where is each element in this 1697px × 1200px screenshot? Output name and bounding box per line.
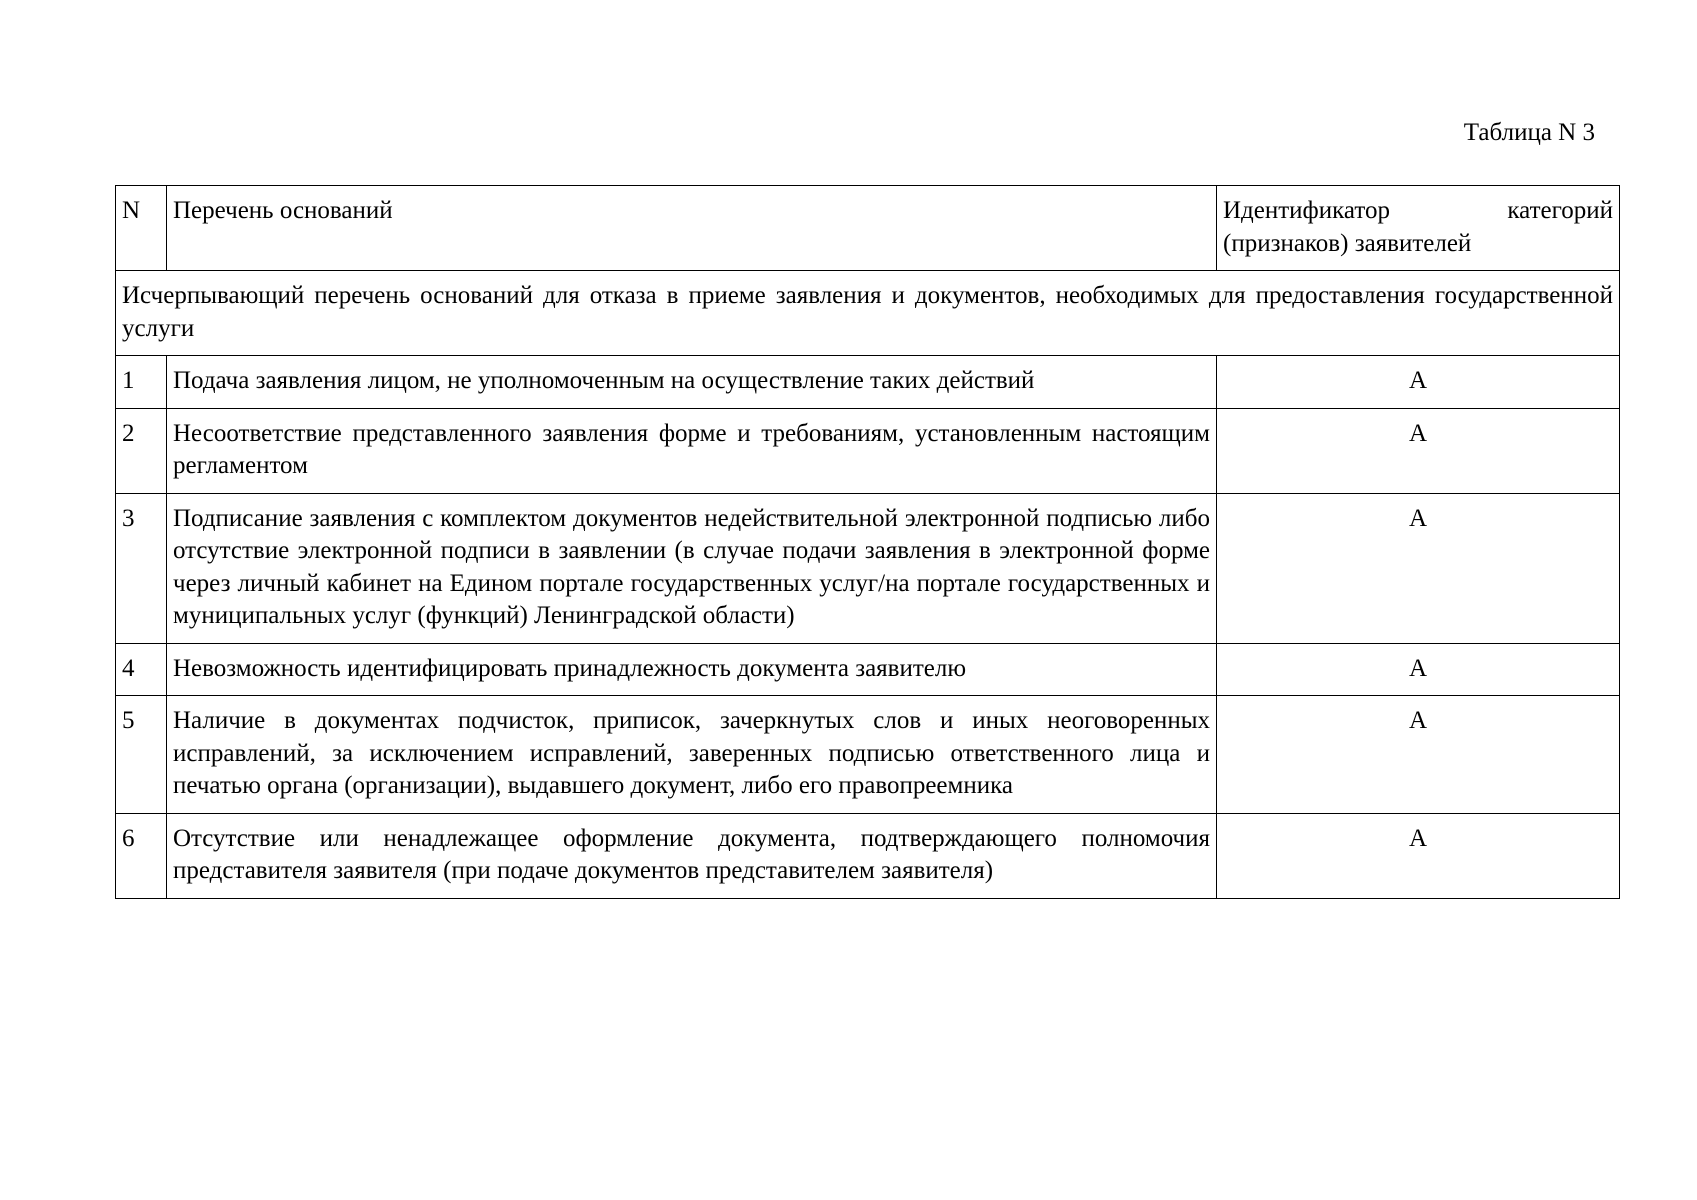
row-text: Невозможность идентифицировать принадлежность документа заявителю — [167, 643, 1217, 696]
header-grounds: Перечень оснований — [167, 186, 1217, 271]
row-number: 2 — [116, 408, 167, 493]
row-identifier: А — [1217, 408, 1620, 493]
row-identifier: А — [1217, 813, 1620, 898]
table-row — [116, 356, 1620, 409]
grounds-table — [115, 185, 1620, 899]
table-row — [116, 696, 1620, 814]
row-text: Несоответствие представленного заявления форме и требованиям, установленным настоящим регламентом — [167, 408, 1217, 493]
row-number: 5 — [116, 696, 167, 814]
row-text: Наличие в документах подчисток, приписок, зачеркнутых слов и иных неоговоренных исправлений, за исключением исправлений, заверенных подписью ответственного лица и печатью органа (организации), выдавшего документ, либо его правопреемника — [167, 696, 1217, 814]
row-number: 3 — [116, 493, 167, 643]
table-header-row — [116, 186, 1620, 271]
table-row — [116, 643, 1620, 696]
table-row — [116, 408, 1620, 493]
row-number: 4 — [116, 643, 167, 696]
table-row — [116, 813, 1620, 898]
header-identifier: Идентификатор категорий (признаков) заявителей — [1217, 186, 1620, 271]
row-text: Отсутствие или ненадлежащее оформление документа, подтверждающего полномочия представителя заявителя (при подаче документов представителем заявителя) — [167, 813, 1217, 898]
row-identifier: А — [1217, 493, 1620, 643]
row-identifier: А — [1217, 356, 1620, 409]
row-text: Подача заявления лицом, не уполномоченным на осуществление таких действий — [167, 356, 1217, 409]
table-caption: Таблица N 3 — [1463, 119, 1595, 146]
row-identifier: А — [1217, 643, 1620, 696]
table-row — [116, 493, 1620, 643]
row-identifier: А — [1217, 696, 1620, 814]
section-title: Исчерпывающий перечень оснований для отказа в приеме заявления и документов, необходимых для предоставления государственной услуги — [116, 271, 1620, 356]
header-number: N — [116, 186, 167, 271]
section-title-row — [116, 271, 1620, 356]
row-text: Подписание заявления с комплектом документов недействительной электронной подписью либо отсутствие электронной подписи в заявлении (в случае подачи заявления в электронной форме через личный кабинет на Едином портале государственных услуг/на портале государственных и муниципальных услуг (функций) Ленинградской области) — [167, 493, 1217, 643]
row-number: 1 — [116, 356, 167, 409]
row-number: 6 — [116, 813, 167, 898]
